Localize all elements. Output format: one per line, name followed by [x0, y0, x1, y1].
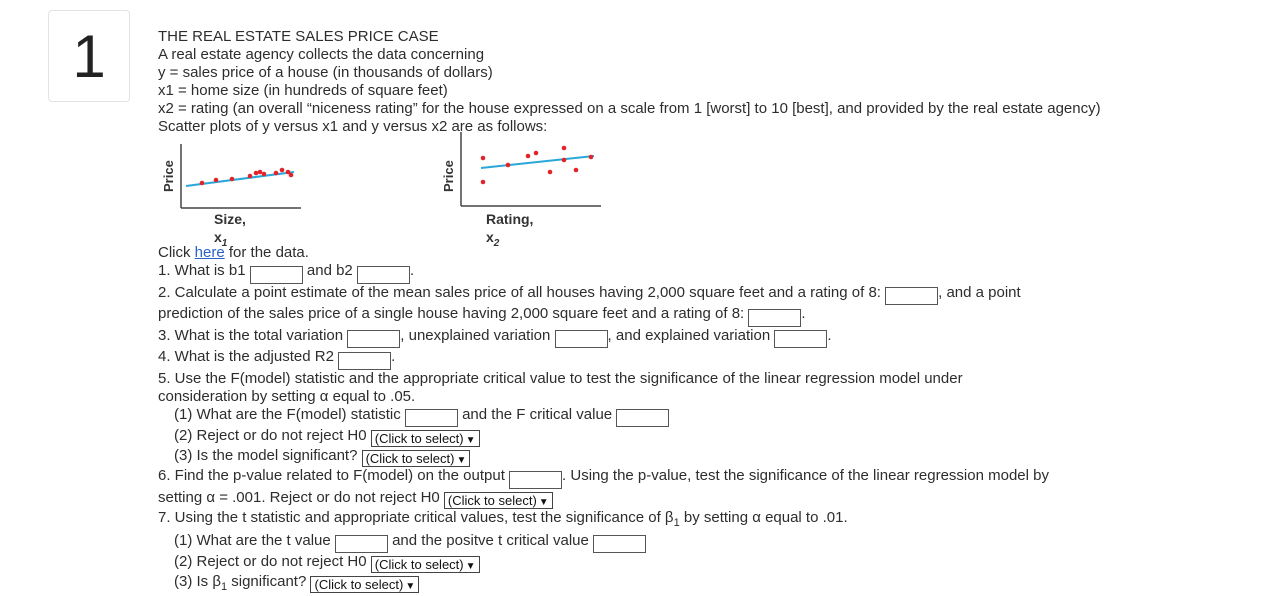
p-value-input[interactable] — [509, 471, 562, 489]
q6-line-1: 6. Find the p-value related to F(model) on the output . Using the p-value, test the significance of the linear regression model by — [158, 467, 1258, 489]
q5-sub-2: (2) Reject or do not reject H0 (Click to select) ▼ — [158, 427, 1258, 447]
intro-line-5: Scatter plots of y versus x1 and y versus x2 are as follows: — [158, 118, 548, 135]
q7-sub-1: (1) What are the t value and the positve t critical value — [158, 532, 1258, 554]
data-link[interactable]: here — [194, 244, 225, 261]
chevron-down-icon: ▼ — [465, 435, 476, 446]
explained-variation-input[interactable] — [774, 330, 827, 348]
question-number-box — [48, 10, 130, 102]
q3: 3. What is the total variation , unexplained variation , and explained variation . — [158, 327, 1258, 349]
plot1-graphic — [176, 142, 326, 222]
question-number: 1 — [72, 22, 106, 90]
point-prediction-input[interactable] — [748, 309, 801, 327]
plot1-xlabel: Size, $x_1$ — [214, 211, 246, 249]
q4: 4. What is the adjusted R2 . — [158, 348, 1258, 370]
chevron-down-icon: ▼ — [538, 496, 549, 508]
plot1-ylabel: Price — [161, 160, 176, 192]
chevron-down-icon: ▼ — [456, 455, 467, 466]
chevron-down-icon: ▼ — [405, 581, 416, 592]
q7-line-1: 7. Using the t statistic and appropriate critical values, test the significance of $\beta_1$ by setting α equal to .01. — [158, 508, 848, 529]
case-title: THE REAL ESTATE SALES PRICE CASE — [158, 28, 439, 45]
t-critical-input[interactable] — [593, 535, 646, 553]
q2-line-2: prediction of the sales price of a single house having 2,000 square feet and a rating of 8: . — [158, 305, 1258, 327]
intro-line-4: x2 = rating (an overall “niceness rating” for the house expressed on a scale from 1 [worst] to 10 [best], and provided by the real estate agency) — [158, 100, 1101, 117]
intro-line-1: A real estate agency collects the data concerning — [158, 46, 485, 63]
intro-line-2: y = sales price of a house (in thousands of dollars) — [158, 64, 493, 81]
adjusted-r2-input[interactable] — [338, 352, 391, 370]
q5-reject-select[interactable]: (Click to select) ▼ — [371, 430, 480, 447]
q7-reject-select[interactable]: (Click to select) ▼ — [371, 556, 480, 573]
q7-significant-select[interactable]: (Click to select) ▼ — [310, 576, 419, 593]
unexplained-variation-input[interactable] — [555, 330, 608, 348]
plot2-graphic — [456, 128, 616, 208]
q2-line-1: 2. Calculate a point estimate of the mean sales price of all houses having 2,000 square feet and a rating of 8: , and a point — [158, 284, 1258, 306]
intro-line-3: x1 = home size (in hundreds of square feet) — [158, 82, 448, 99]
q5-sub-1: (1) What are the F(model) statistic and the F critical value — [158, 406, 1258, 428]
q5-sub-3: (3) Is the model significant? (Click to select) ▼ — [158, 447, 1258, 467]
total-variation-input[interactable] — [347, 330, 400, 348]
plot2-points — [481, 146, 594, 185]
f-critical-input[interactable] — [616, 409, 669, 427]
q7-sub-2: (2) Reject or do not reject H0 (Click to select) ▼ — [158, 553, 1258, 573]
mean-estimate-input[interactable] — [885, 287, 938, 305]
q6-reject-select[interactable]: (Click to select) ▼ — [444, 492, 553, 509]
scatter-plots — [158, 140, 1258, 249]
q5-line-1: 5. Use the F(model) statistic and the appropriate critical value to test the significance of the linear regression model under — [158, 369, 963, 387]
q6-line-2: setting α = .001. Reject or do not reject H0 (Click to select) ▼ — [158, 489, 1258, 509]
f-statistic-input[interactable] — [405, 409, 458, 427]
plot2-ylabel: Price — [441, 160, 456, 192]
q5-line-2: consideration by setting α equal to .05. — [158, 387, 416, 405]
b1-input[interactable] — [250, 266, 303, 284]
question-content — [158, 28, 1258, 596]
q5-significant-select[interactable]: (Click to select) ▼ — [362, 450, 471, 467]
chevron-down-icon: ▼ — [465, 561, 476, 572]
q1: 1. What is b1 and b2 . — [158, 262, 1258, 284]
plot2-fit-line — [481, 156, 594, 168]
q7-sub-3: (3) Is $\beta_1$ significant? (Click to select) ▼ — [158, 573, 1258, 596]
plot2-xlabel: Rating, $x_2$ — [486, 211, 534, 249]
click-here-line: Click here for the data. — [158, 244, 309, 261]
b2-input[interactable] — [357, 266, 410, 284]
t-value-input[interactable] — [335, 535, 388, 553]
